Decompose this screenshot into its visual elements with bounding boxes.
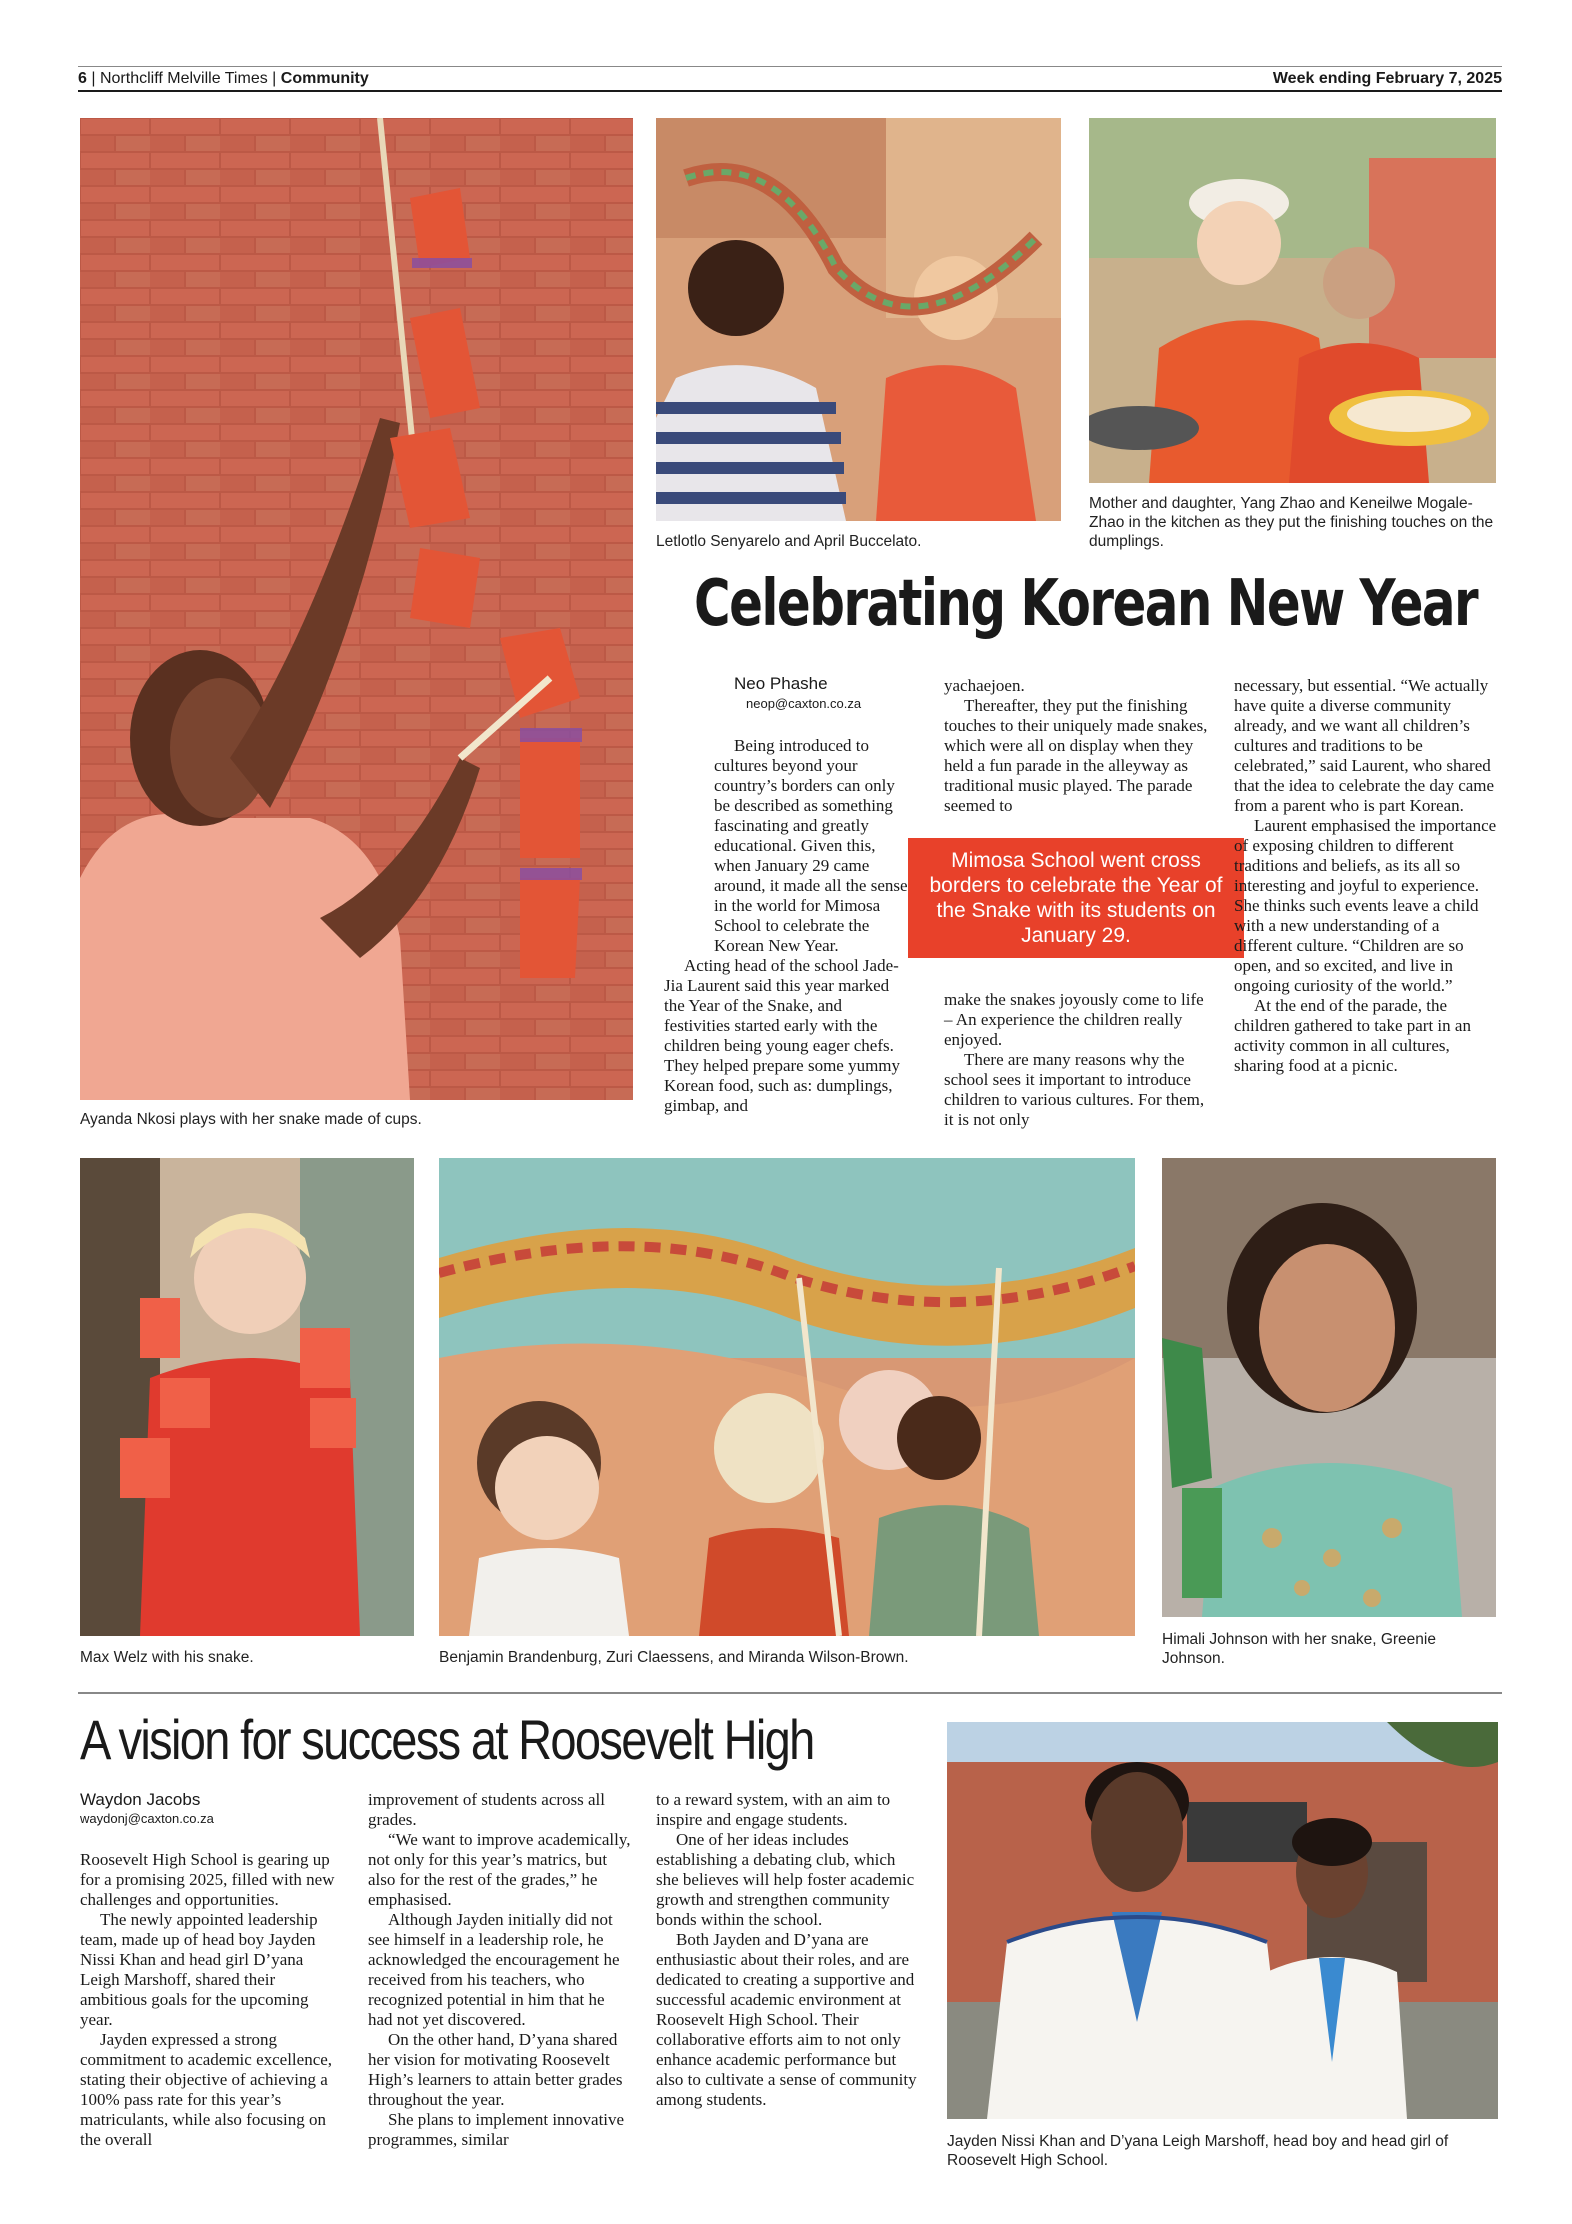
article1-col1-p2: Acting head of the school Jade-Jia Laurent said this year marked the Year of the Snake, and festivities started early with the children being young eager chefs. They helped prepare some yummy Korean food, such as: dumplings, gimbap, and <box>664 956 901 1115</box>
caption-mother: Mother and daughter, Yang Zhao and Keneilwe Mogale-Zhao in the kitchen as they put the finishing touches on the dumplings. <box>1089 495 1494 550</box>
article2-col3-p1: to a reward system, with an aim to inspire and engage students. <box>656 1790 891 1829</box>
caption-max: Max Welz with his snake. <box>80 1649 254 1666</box>
article2-col2 <box>368 1790 632 2150</box>
header-separator: | <box>272 69 281 87</box>
caption-benjamin: Benjamin Brandenburg, Zuri Claessens, and Miranda Wilson-Brown. <box>439 1649 909 1666</box>
article1-col3-p1: necessary, but essential. “We actually have quite a diverse community already, and we want all children’s cultures and traditions to be celebrated,” said Laurent, who shared that the idea to celebrate the day came from a parent who is part Korean. <box>1234 676 1495 815</box>
article1-col1-p1: Being introduced to cultures beyond your country’s borders can only be described as something fascinating and greatly educational. Given this, when January 29 came around, it made all the sense in the world for Mimosa School to celebrate the Korean New Year. <box>714 736 908 955</box>
photo-max <box>80 1158 414 1636</box>
page-header <box>78 66 1502 92</box>
issue-date: Week ending February 7, 2025 <box>1272 69 1502 87</box>
photo-ayanda <box>80 118 633 1100</box>
page-number: 6 <box>78 69 87 87</box>
photo-himali <box>1162 1158 1496 1617</box>
article1-col2-top <box>944 676 1210 816</box>
article2-author: Waydon Jacobs <box>80 1790 201 1809</box>
header-separator: | <box>91 69 100 87</box>
article1-col3-p2: Laurent emphasised the importance of exposing children to different traditions and beliefs, as its all so interesting and joyful to experience. She thinks such events leave a child with a new understanding of a different culture. “Children are so open, and so excited, and live in ongoing curiosity of the world.” <box>1234 816 1497 995</box>
article1-col2-p4: There are many reasons why the school sees it important to introduce children to various cultures. For them, it is not only <box>944 1050 1205 1129</box>
article2-col1 <box>80 1850 342 2150</box>
photo-benjamin <box>439 1158 1135 1636</box>
article2-col1-p3: Jayden expressed a strong commitment to academic excellence, stating their objective of achieving a 100% pass rate for this year’s matriculants, while also focusing on the overall <box>80 2030 333 2149</box>
article2-col3-p2: One of her ideas includes establishing a debating club, which she believes will help foster academic growth and strengthen community bonds within the school. <box>656 1830 915 1929</box>
article-author: Neo Phashe <box>734 674 828 693</box>
article2-col2-p3: Although Jayden initially did not see himself in a leadership role, he acknowledged the encouragement he received from his teachers, who recognized potential in him that he had not yet discovered. <box>368 1910 620 2029</box>
article2-col3 <box>656 1790 922 2110</box>
article2-col2-p2: “We want to improve academically, not only for this year’s matrics, but also for the rest of the grades,” he emphasised. <box>368 1830 631 1909</box>
section-name: Community <box>280 69 369 87</box>
article1-col3 <box>1234 676 1500 1076</box>
photo-jayden <box>947 1722 1498 2119</box>
section-divider <box>78 1692 1502 1694</box>
article1-col2-p3: make the snakes joyously come to life – An experience the children really enjoyed. <box>944 990 1204 1049</box>
article1-col3-p3: At the end of the parade, the children gathered to take part in an activity common in all cultures, sharing food at a picnic. <box>1234 996 1471 1075</box>
article2-col2-p1: improvement of students across all grades. <box>368 1790 606 1829</box>
article2-col1-p1: Roosevelt High School is gearing up for a promising 2025, filled with new challenges and opportunities. <box>80 1850 335 1909</box>
article-headline: Celebrating Korean New Year <box>694 567 1478 641</box>
article2-col2-p5: She plans to implement innovative programmes, similar <box>368 2110 625 2149</box>
pull-quote: Mimosa School went cross borders to celebrate the Year of the Snake with its students on January 29. <box>908 838 1244 958</box>
article-email: neop@caxton.co.za <box>746 696 862 711</box>
caption-letlotlo: Letlotlo Senyarelo and April Buccelato. <box>656 533 922 550</box>
photo-letlotlo <box>656 118 1061 521</box>
header-left <box>78 70 369 88</box>
article1-col2-bottom <box>944 990 1210 1130</box>
article2-col3-p3: Both Jayden and D’yana are enthusiastic about their roles, and are dedicated to creating a supportive and successful academic environment at Roosevelt High School. Their collaborative efforts aim to not only enhance academic performance but also to cultivate a sense of community among students. <box>656 1930 917 2109</box>
article2-email: waydonj@caxton.co.za <box>80 1811 214 1826</box>
article2-col1-p2: The newly appointed leadership team, made up of head boy Jayden Nissi Khan and head girl D’yana Leigh Marshoff, shared their ambitious goals for the upcoming year. <box>80 1910 318 2029</box>
article1-col2-p1: yachaejoen. <box>944 676 1025 695</box>
photo-mother-daughter <box>1089 118 1496 483</box>
caption-jayden: Jayden Nissi Khan and D’yana Leigh Marshoff, head boy and head girl of Roosevelt High School. <box>947 2133 1449 2169</box>
article2-col2-p4: On the other hand, D’yana shared her vision for motivating Roosevelt High’s learners to attain better grades throughout the year. <box>368 2030 623 2109</box>
publication-name: Northcliff Melville Times <box>99 69 268 87</box>
caption-ayanda: Ayanda Nkosi plays with her snake made of cups. <box>80 1111 422 1128</box>
caption-himali: Himali Johnson with her snake, Greenie Johnson. <box>1162 1631 1436 1667</box>
article1-col1 <box>664 736 908 1116</box>
article2-headline: A vision for success at Roosevelt High <box>80 1708 814 1771</box>
article1-col2-p2: Thereafter, they put the finishing touches to their uniquely made snakes, which were all on display when they held a fun parade in the alleyway as traditional music played. The parade seemed to <box>944 696 1208 815</box>
